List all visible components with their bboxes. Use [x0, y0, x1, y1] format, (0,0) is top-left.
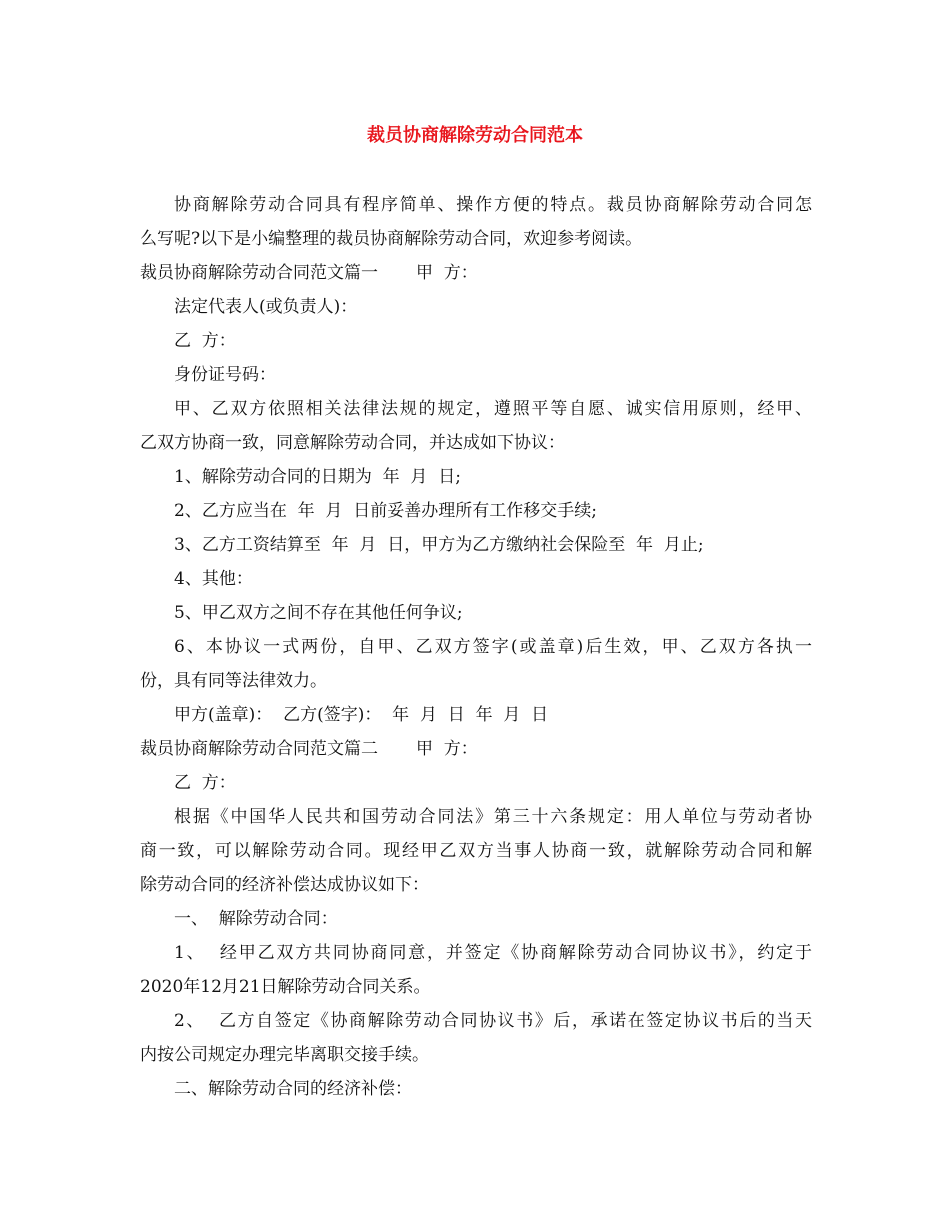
section2-part2-heading: 二、解除劳动合同的经济补偿： [174, 1079, 412, 1099]
document-title: 裁员协商解除劳动合同范本 [367, 125, 583, 146]
section2-heading-line [140, 732, 812, 766]
section2-heading: 裁员协商解除劳动合同范文篇二 [140, 739, 378, 759]
section1-heading: 裁员协商解除劳动合同范文篇一 [140, 263, 378, 283]
intro-line-1: 协商解除劳动合同具有程序简单、操作方便的特点。裁员协商解除劳动合同怎 [174, 195, 812, 215]
section2-basis-line-3: 除劳动合同的经济补偿达成协议如下： [140, 875, 429, 895]
section1-item-1: 1、解除劳动合同的日期为 年 月 日; [174, 467, 461, 487]
document-body [140, 188, 812, 1106]
section1-party-b: 乙 方： [174, 331, 236, 351]
section1-item-6-line-2: 份，具有同等法律效力。 [140, 671, 327, 691]
section2-party-a: 甲 方： [416, 739, 478, 759]
section1-item-3: 3、乙方工资结算至 年 月 日，甲方为乙方缴纳社会保险至 年 月止; [174, 535, 704, 555]
section1-agreement-line-2: 乙双方协商一致，同意解除劳动合同，并达成如下协议： [140, 433, 565, 453]
section1-item-6-line-1: 6、本协议一式两份，自甲、乙双方签字(或盖章)后生效，甲、乙双方各执一 [174, 637, 812, 657]
section2-part1-item1-line-1: 1、 经甲乙双方共同协商同意，并签定《协商解除劳动合同协议书》，约定于 [174, 943, 812, 963]
section2-party-b: 乙 方： [174, 773, 236, 793]
section1-party-a: 甲 方： [416, 263, 478, 283]
section1-heading-line [140, 256, 812, 290]
section2-part1-item2-line-1: 2、 乙方自签定《协商解除劳动合同协议书》后，承诺在签定协议书后的当天 [174, 1011, 812, 1031]
section2-part1-item2-line-2: 内按公司规定办理完毕离职交接手续。 [140, 1045, 429, 1065]
intro-line-2: 么写呢?以下是小编整理的裁员协商解除劳动合同，欢迎参考阅读。 [140, 229, 643, 249]
section2-basis-line-1: 根据《中国华人民共和国劳动合同法》第三十六条规定：用人单位与劳动者协 [174, 807, 812, 827]
section1-legal-rep: 法定代表人(或负责人)： [174, 297, 358, 317]
section1-item-5: 5、甲乙双方之间不存在其他任何争议; [174, 603, 463, 623]
section1-item-2: 2、乙方应当在 年 月 日前妥善办理所有工作移交手续; [174, 501, 597, 521]
section1-item-4: 4、其他： [174, 569, 253, 589]
section1-signature: 甲方(盖章)： 乙方(签字)： 年 月 日 年 月 日 [174, 705, 549, 725]
section2-part1-heading: 一、 解除劳动合同： [174, 909, 338, 929]
section1-id-number: 身份证号码： [174, 365, 276, 385]
section2-part1-item1-line-2: 2020年12月21日解除劳动合同关系。 [140, 977, 431, 997]
section2-basis-line-2: 商一致，可以解除劳动合同。现经甲乙双方当事人协商一致，就解除劳动合同和解 [140, 841, 812, 861]
section1-agreement-line-1: 甲、乙双方依照相关法律法规的规定，遵照平等自愿、诚实信用原则，经甲、 [174, 399, 812, 419]
